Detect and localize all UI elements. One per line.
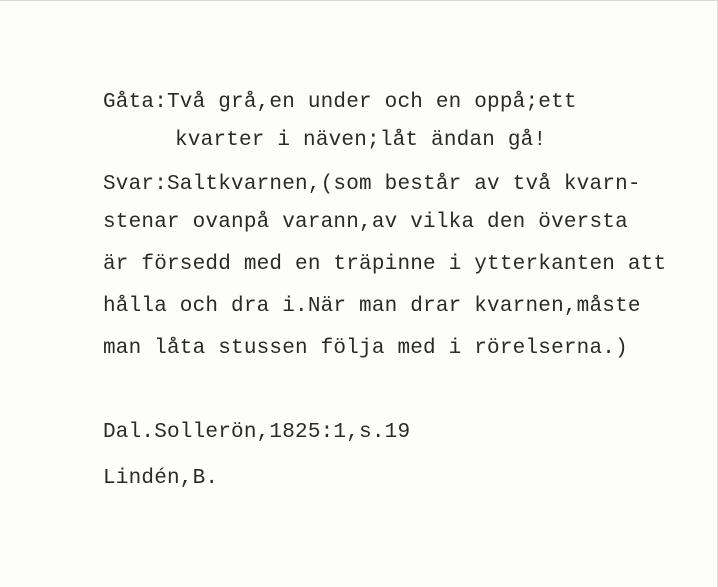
answer-line-1: Svar:Saltkvarnen,(som består av två kvarn- (103, 173, 641, 196)
collector-name: Lindén,B. (103, 467, 219, 490)
source-reference: Dal.Sollerön,1825:1,s.19 (103, 421, 411, 444)
answer-line-3: är försedd med en träpinne i ytterkanten att (103, 253, 667, 276)
riddle-line-1: Gåta:Två grå,en under och en oppå;ett (103, 91, 577, 114)
answer-line-4: hålla och dra i.När man drar kvarnen,måste (103, 295, 641, 318)
riddle-line-2: kvarter i näven;låt ändan gå! (175, 129, 547, 152)
answer-line-2: stenar ovanpå varann,av vilka den översta (103, 211, 628, 234)
answer-line-5: man låta stussen följa med i rörelserna.) (103, 337, 628, 360)
